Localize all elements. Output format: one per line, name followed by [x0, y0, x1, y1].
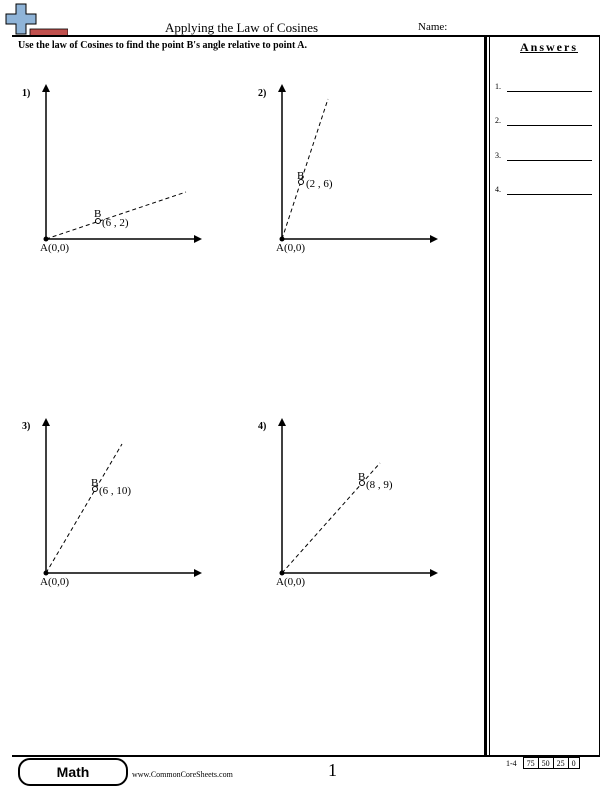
score-table	[503, 757, 580, 769]
point-b-name: B	[358, 471, 366, 483]
problem-number-3: 3)	[22, 421, 31, 432]
answers-heading: Answers	[520, 40, 578, 54]
point-b-coords: (8 , 9)	[366, 479, 393, 491]
point-b-name: B	[297, 170, 305, 182]
answer-number: 1.	[495, 82, 501, 91]
answer-number: 4.	[495, 185, 501, 194]
page-number: 1	[328, 760, 337, 780]
score-cell: 0	[568, 758, 579, 769]
worksheet-title: Applying the Law of Cosines	[165, 20, 319, 35]
origin-label: A(0,0)	[40, 576, 70, 588]
origin-label: A(0,0)	[276, 242, 306, 254]
answer-number: 2.	[495, 116, 501, 125]
point-b-coords: (6 , 10)	[99, 485, 132, 497]
instructions: Use the law of Cosines to find the point B's angle relative to point A.	[18, 40, 307, 51]
score-cell: 25	[553, 758, 568, 769]
score-cell: 50	[538, 758, 553, 769]
point-b-coords: (2 , 6)	[306, 178, 333, 190]
score-cell: 75	[523, 758, 538, 769]
origin-label: A(0,0)	[276, 576, 306, 588]
problem-number-4: 4)	[258, 421, 267, 432]
problem-number-1: 1)	[22, 88, 31, 99]
point-b-coords: (6 , 2)	[102, 217, 129, 229]
problem-number-2: 2)	[258, 88, 267, 99]
origin-label: A(0,0)	[40, 242, 70, 254]
answer-number: 3.	[495, 151, 501, 160]
site-url: www.CommonCoreSheets.com	[132, 770, 233, 779]
score-range: 1-4	[506, 758, 517, 768]
math-badge: Math	[18, 758, 128, 786]
point-b-name: B	[91, 477, 99, 489]
point-b-name: B	[94, 208, 102, 220]
name-label: Name:	[418, 21, 448, 33]
